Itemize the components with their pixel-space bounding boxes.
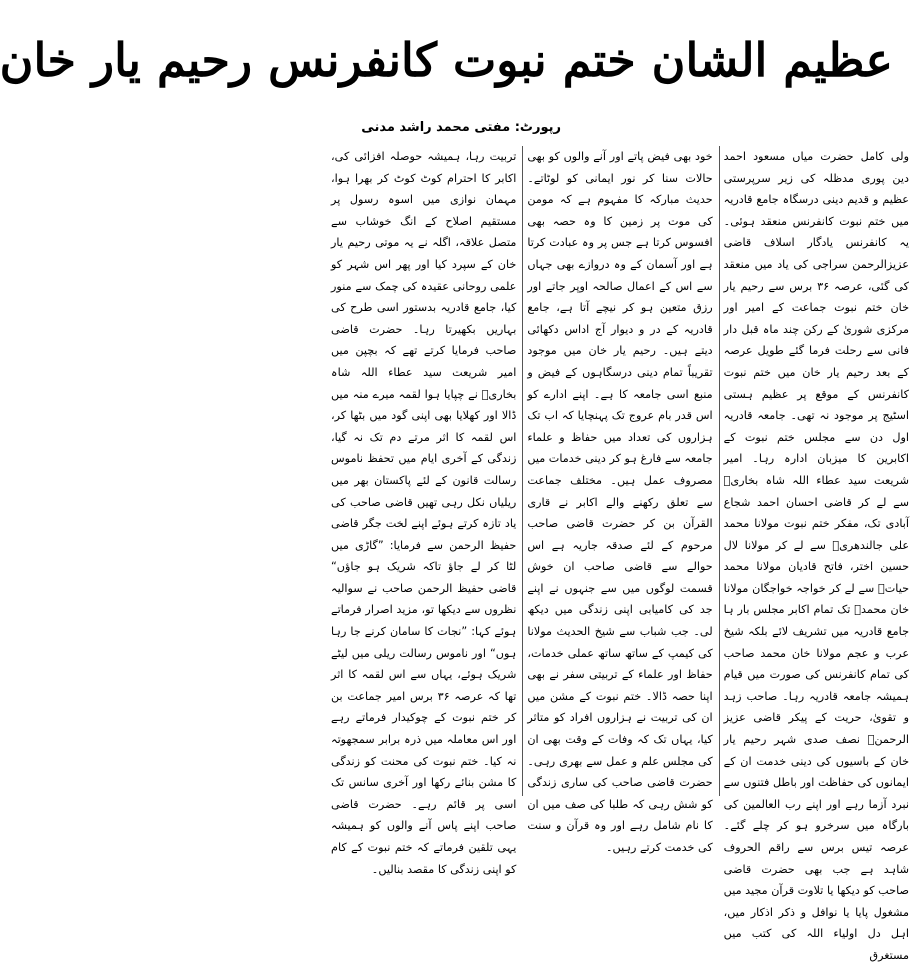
column-2-text: خود بھی فیض پاتے اور آنے والوں کو بھی حالات سنا کر نور ایمانی کو لوٹاتے۔ حدیث مبارکہ کا مفہوم ہے کہ مومن کی موت پر زمین کا وہ حصہ بھی افسوس کرتا ہے جس پر وہ عبادت کرتا ہے اور آسمان کے وہ دروازے بھی جہاں سے اس کے اعمال صالحہ اوپر جاتے اور رزق متعین ہو کر نیچے آتا ہے، جامع قادریہ کے در و دیوار آج اداس دکھائی دیتے ہیں۔ رحیم یار خان میں موجود تقریباً تمام دینی درسگاہوں کے فیض و منبع اسی جامعہ کا ہے۔ اپنے ادارے کو اس قدر بام عروج تک پہنچایا کہ اب تک ہزاروں کی تعداد میں حفاظ و علماء جامعہ سے فارغ ہو کر دینی خدمات میں مصروف عمل ہیں۔ مختلف جماعت سے تعلق رکھنے والے اکابر نے قاری القرآن بن کر حضرت قاضی صاحب مرحوم کے لئے صدقہ جاریہ ہے اس حوالے سے قاضی صاحب ان خوش قسمت لوگوں میں سے جنہوں نے اپنے جد کی کامیابی اپنی زندگی میں دیکھ لی۔ جب شباب سے شیخ الحدیث مولانا کی کیمپ کے ساتھ ساتھ عملی خدمات، حفاظ اور علماء کے تربیتی سفر نے بھی اپنا حصہ ڈالا۔ ختم نبوت کے مشن میں ان کی تربیت نے ہزاروں افراد کو متاثر کیا، یہاں تک کہ وفات کے وقت بھی ان کی مجلس علم و عمل سے بھری رہی۔ حضرت قاضی صاحب کی ساری زندگی کو شش رہی کہ طلبا کی صف میں ان کا نام شامل رہے اور وہ قرآن و سنت کی خدمت کرتے رہیں۔ (527, 150, 713, 854)
article-column-1 (719, 146, 909, 962)
article-column-3 (327, 146, 517, 876)
reporter-byline: رپورٹ: مفتی محمد راشد مدنی (361, 120, 561, 135)
headline: عظیم الشان ختم نبوت کانفرنس رحیم یار خان (0, 33, 893, 87)
column-1-text: ولی کامل حضرت میاں مسعود احمد دین پوری مدظلہ کی زیر سرپرستی عظیم و قدیم دینی درسگاہ جامع قادریہ میں ختم نبوت کانفرنس منعقد ہوئی۔ یہ کانفرنس یادگار اسلاف قاضی عزیزالرحمن سراجی کی یاد میں منعقد کی گئی، عرصہ ۳۶ برس سے رحیم یار خان ختم نبوت جماعت کے امیر اور مرکزی شوریٰ کے رکن چند ماہ قبل دار فانی سے رحلت فرما گئے طویل عرصہ کے بعد رحیم یار خان میں ختم نبوت کانفرنس کے موقع پر عظیم ہستی اسٹیج پر موجود نہ تھی۔ جامعہ قادریہ اول دن سے مجلس ختم نبوت کے اکابرین کا میزبان ادارہ رہا۔ امیر شریعت سید عطاء اللہ شاہ بخاریؒ سے لے کر قاضی احسان احمد شجاع آبادی تک، مفکر ختم نبوت مولانا محمد علی جالندھریؒ سے لے کر مولانا لال حسین اختر، فاتح قادیان مولانا محمد حیاتؒ سے لے کر خواجہ خواجگان مولانا خان محمدؒ تک تمام اکابر مجلس بار ہا جامع قادریہ میں تشریف لائے بلکہ شیخ عرب و عجم مولانا خان محمد صاحب کی تمام کانفرنس کی صورت میں قیام ہمیشہ جامعہ قادریہ رہا۔ صاحب زہد و تقویٰ، حریت کے پیکر قاضی عزیز الرحمنؒ نصف صدی شہر رحیم یار خان کے باسیوں کی دینی خدمت ان کے ایمانوں کی حفاظت اور باطل فتنوں سے نبرد آزما رہے اور اپنے رب العالمین کی بارگاہ میں سرخرو ہو کر چلے گئے۔ عرصہ تیس برس سے راقم الحروف شاہد ہے جب بھی حضرت قاضی صاحب کو دیکھا یا تلاوت قرآن مجید میں مشغول پایا یا نوافل و ذکر اذکار میں، اہل دل اولیاء اللہ کی کتب میں مستغرق (723, 150, 909, 962)
column-3-text: تربیت رہا، ہمیشہ حوصلہ افزائی کی، اکابر کا احترام کوٹ کوٹ کر بھرا ہوا، مہمان نوازی میں اسوہ رسول پر مستقیم اصلاح کے انگ خوشاب سے متصل علاقہ، اگلہ نے یہ موتی رحیم یار خان کے سپرد کیا اور پھر اس شہر کو علمی روحانی عقیدہ کی چمک سے منور کیا، جامع قادریہ بدستور اسی طرح کی بہاریں بکھیرتا رہا۔ حضرت قاضی صاحب فرمایا کرتے تھے کہ بچپن میں امیر شریعت سید عطاء اللہ شاہ بخاریؒ نے چپایا ہوا لقمہ میرے منہ میں ڈالا اور کھلایا بھی اپنی گود میں بٹھا کر، اس لقمہ کا اثر مرتے دم تک نہ گیا، زندگی کے آخری ایام میں تحفظ ناموس رسالت قانون کے لئے پاکستان بھر میں ریلیاں نکل رہی تھیں قاضی صاحب کی یاد تازہ کرتے ہوئے اپنے لخت جگر قاضی حفیظ الرحمن سے فرمایا: ”گاڑی میں لٹا کر لے جاؤ تاکہ شریک ہو جاؤں“ قاضی حفیظ الرحمن صاحب نے سوالیہ نظروں سے دیکھا تو، مزید اصرار فرماتے ہوئے کہا: ”نجات کا سامان کرنے جا رہا ہوں“ اور ناموس رسالت ریلی میں لیٹے شریک ہوئے، یہاں سے اس لقمہ کا اثر تھا کہ عرصہ ۳۶ برس امیر جماعت بن کر ختم نبوت کے چوکیدار فرماتے رہے اور اس معاملہ میں ذرہ برابر سمجھوتہ نہ کیا۔ ختم نبوت کی محنت کو زندگی کا مشن بنائے رکھا اور آخری سانس تک اسی پر قائم رہے۔ حضرت قاضی صاحب اپنے پاس آنے والوں کو ہمیشہ یہی تلقین فرماتے کہ ختم نبوت کے کام کو اپنی زندگی کا مقصد بنالیں۔ (331, 150, 517, 876)
article-column-2 (522, 146, 713, 854)
article-columns (327, 146, 909, 962)
